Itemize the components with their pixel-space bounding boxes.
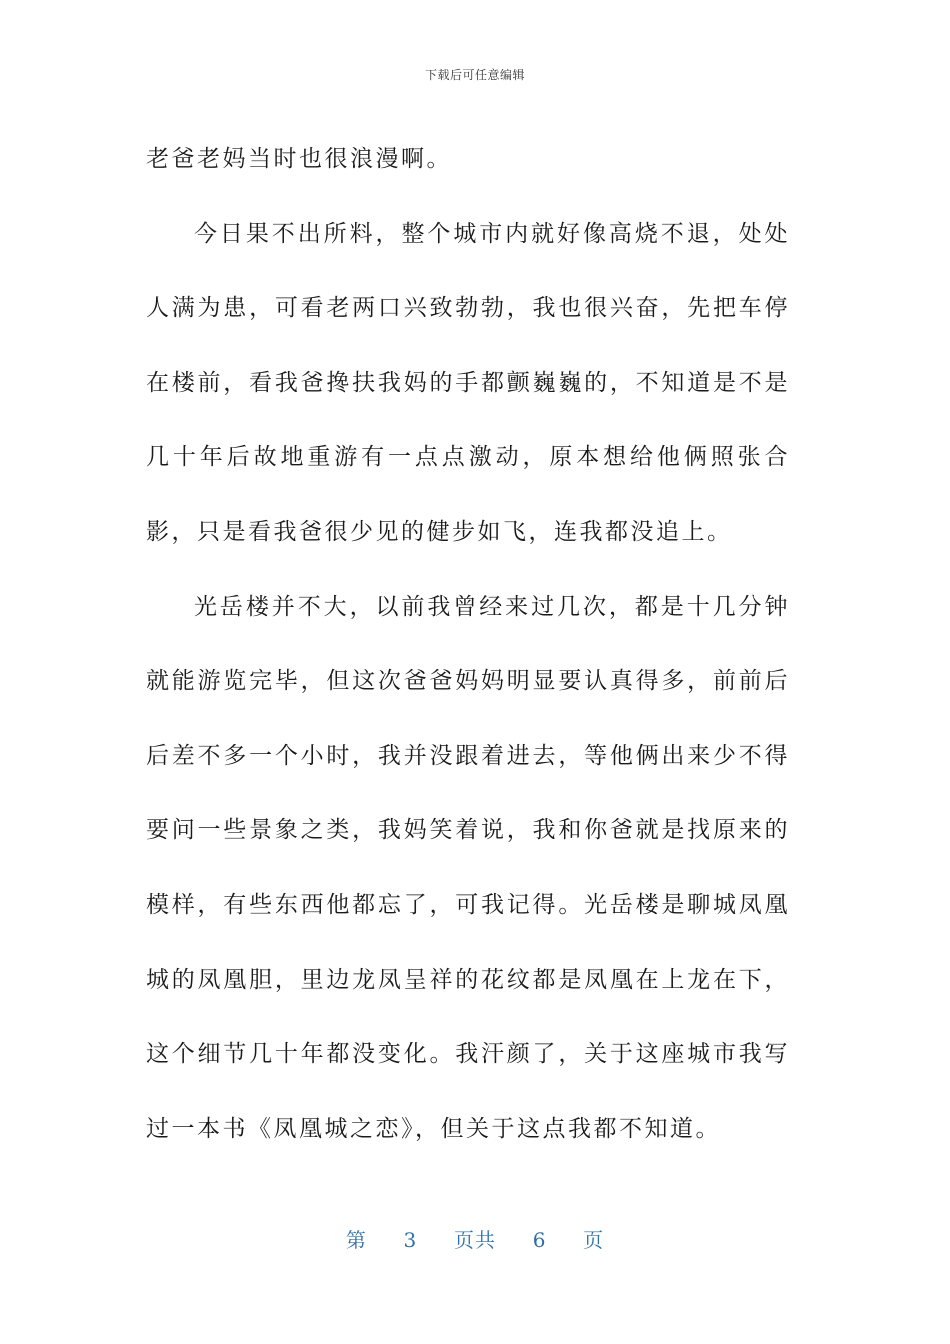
page-footer [0, 1224, 950, 1253]
page-label-suffix: 页 [583, 1228, 605, 1252]
paragraph-1: 老爸老妈当时也很浪漫啊。 [146, 146, 452, 172]
paragraph-2: 今日果不出所料，整个城市内就好像高烧不退，处处人满为患，可看老两口兴致勃勃，我也很兴奋，先把车停在楼前，看我爸搀扶我妈的手都颤巍巍的，不知道是不是几十年后故地重游有一点点激动，原本想给他俩照张合影，只是看我爸很少见的健步如飞，连我都没追上。 [146, 220, 790, 545]
page-label-middle: 页共 [454, 1228, 496, 1252]
page-header-note: 下载后可任意编辑 [424, 68, 525, 82]
current-page-number: 3 [403, 1228, 418, 1252]
paragraph-3: 光岳楼并不大，以前我曾经来过几次，都是十几分钟就能游览完毕，但这次爸爸妈妈明显要认真得多，前前后后差不多一个小时，我并没跟着进去，等他俩出来少不得要问一些景象之类，我妈笑着说，我和你爸就是找原来的模样，有些东西他都忘了，可我记得。光岳楼是聊城凤凰城的凤凰胆，里边龙凤呈祥的花纹都是凤凰在上龙在下，这个细节几十年都没变化。我汗颜了，关于这座城市我写过一本书《凤凰城之恋》，但关于这点我都不知道。 [146, 593, 790, 1142]
total-pages-number: 6 [532, 1228, 547, 1252]
document-body [146, 122, 790, 1166]
page-label-prefix: 第 [345, 1228, 367, 1252]
